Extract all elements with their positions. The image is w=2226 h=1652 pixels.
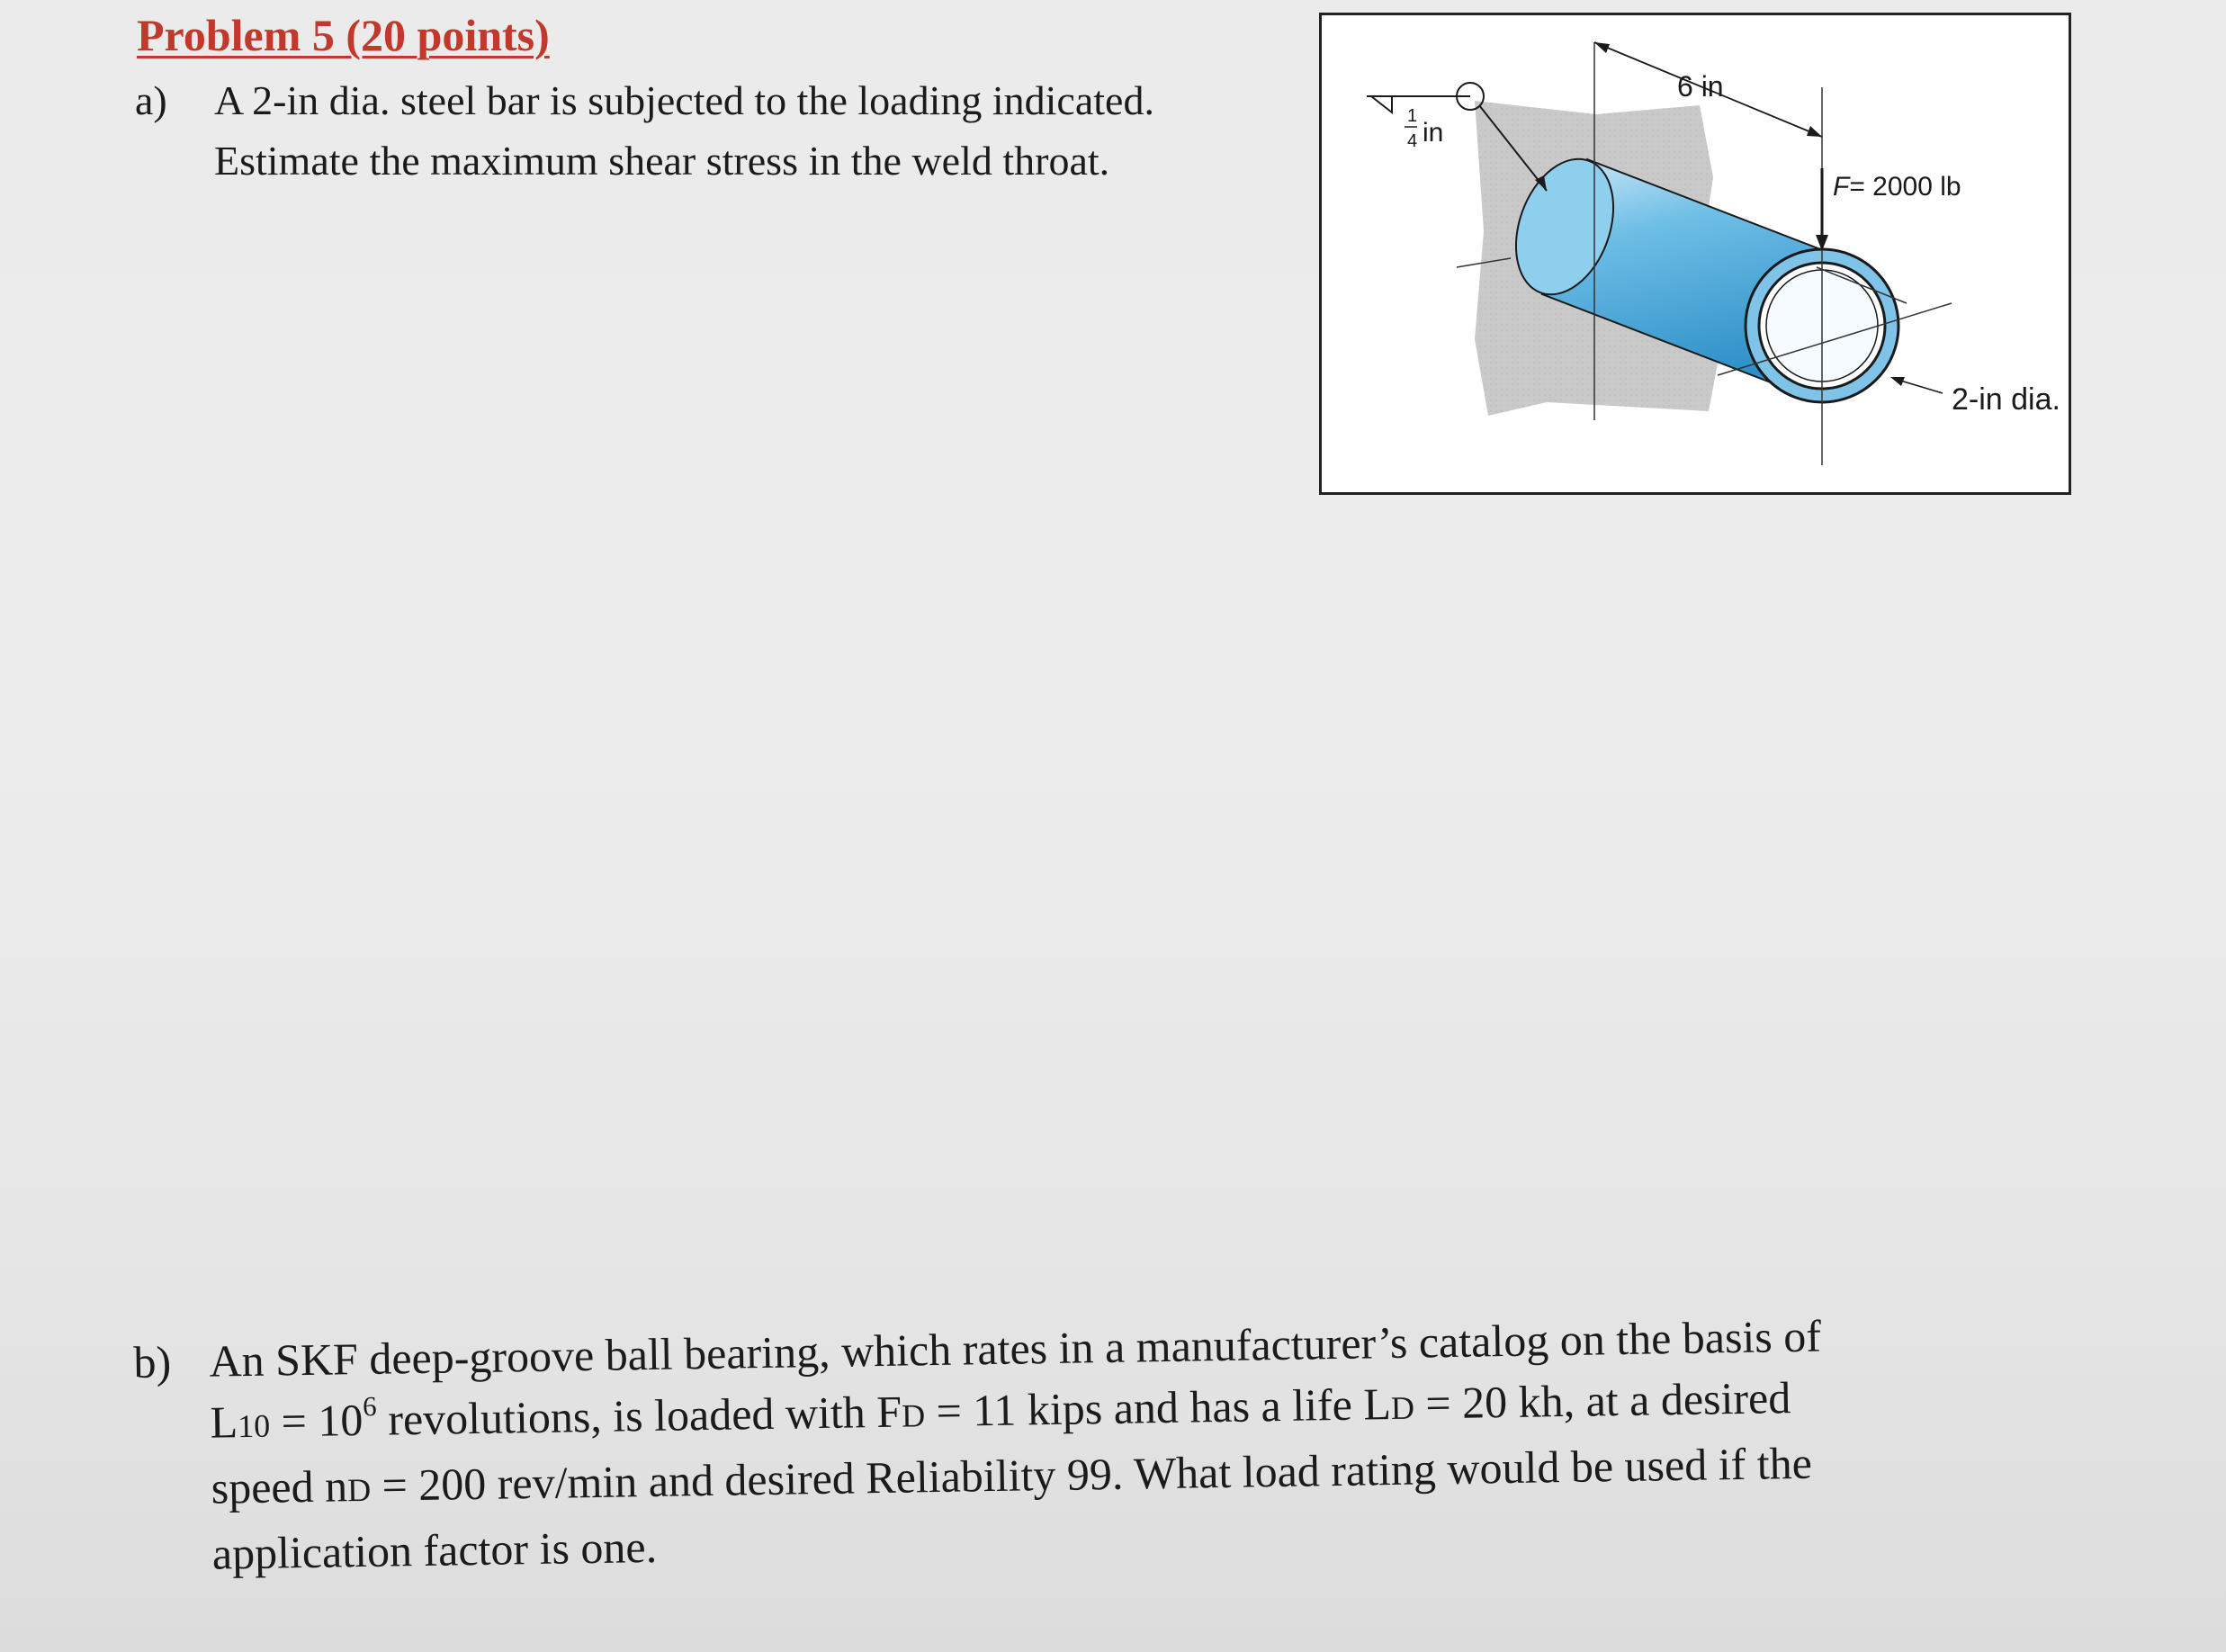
part-b-line-4: application factor is one. bbox=[211, 1521, 658, 1579]
figure-drawing bbox=[1322, 15, 2069, 492]
part-b-text bbox=[209, 1301, 2102, 1585]
length-label: 6 in bbox=[1677, 70, 1724, 103]
svg-text:F= 2000 lb bbox=[1833, 172, 1961, 202]
part-b-line-3: speed nD = 200 rev/min and desired Reliability 99. What load rating would be used if the bbox=[211, 1437, 1813, 1513]
part-b-line-1: An SKF deep-groove ball bearing, which rates in a manufacturer’s catalog on the basis of bbox=[209, 1310, 1822, 1387]
part-b bbox=[133, 1301, 2068, 1579]
weld-size-unit: in bbox=[1423, 118, 1444, 148]
force-symbol: F bbox=[1833, 172, 1850, 202]
part-a-line-1: A 2-in dia. steel bar is subjected to the loading indicated. bbox=[214, 77, 1154, 123]
force-value: = 2000 lb bbox=[1849, 172, 1961, 202]
diameter-label: 2-in dia. bbox=[1952, 382, 2060, 417]
welded-bar-figure bbox=[1319, 13, 2071, 495]
part-a-label: a) bbox=[135, 77, 167, 123]
part-a-text bbox=[214, 70, 1384, 191]
part-b-line-2: $L10 = 10^6$ revolutions, is loaded with FD = 11 kips and has a life LD = 20 kh, at a desired bbox=[210, 1372, 1791, 1448]
part-b-label: b) bbox=[133, 1336, 172, 1387]
part-a-line-2: Estimate the maximum shear stress in the weld throat. bbox=[214, 138, 1110, 184]
problem-title: Problem 5 (20 points) bbox=[137, 10, 550, 60]
weld-size-denominator: 4 bbox=[1407, 131, 1418, 151]
weld-size-numerator: 1 bbox=[1407, 106, 1418, 126]
